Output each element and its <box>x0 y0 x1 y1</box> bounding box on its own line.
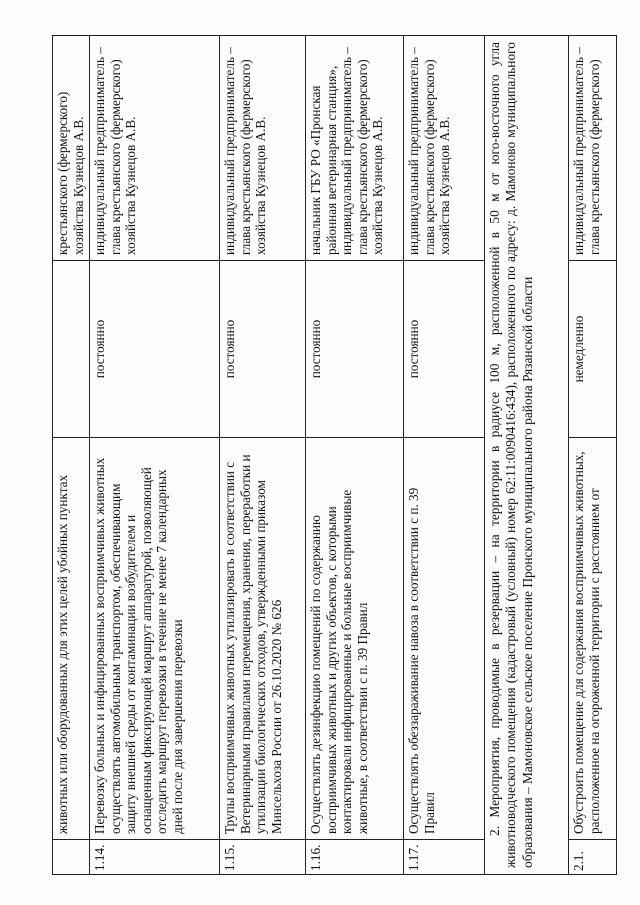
section-2-text: 2. Мероприятия, проводимые в резервации – на территории в радиусе 100 м, расположенной в 50 м от юго-восточного угла животноводческого помещения (кадастровый (условный) номер 62:11:0090416:434), расположенного по адресу: д. Мамоново муниципального образования – Мамоновское сельское поселение Пронского муниципального района Рязанской области <box>487 42 535 868</box>
row-number: 1.17. <box>406 844 421 871</box>
responsible-party: индивидуальный предприниматель – глава крестьянского (фермерского) хозяйства Кузнецов А.В. <box>404 34 484 261</box>
measure-term: постоянно <box>404 261 484 438</box>
responsible-party: индивидуальный предприниматель – глава крестьянского (фермерского) хозяйства Кузнецов А.В. <box>90 34 219 261</box>
row-number: 2.1. <box>571 851 586 871</box>
table-row <box>219 35 305 875</box>
table-row <box>403 35 484 875</box>
responsible-party: начальник ГБУ РО «Пронская районная ветеринарная станция», индивидуальный предприниматель – глава крестьянского (фермерского) хозяйства Кузнецов А.В. <box>306 34 403 261</box>
measure-term: немедленно <box>569 261 616 438</box>
section-heading-row <box>484 35 568 875</box>
section-2-heading <box>485 36 538 874</box>
table-row <box>305 35 403 875</box>
measure-term <box>53 261 89 438</box>
measure-term: постоянно <box>306 261 403 438</box>
row-number <box>53 840 89 874</box>
measure-description: Осуществлять дезинфекцию помещений по содержанию восприимчивых животных и других объектов, с которыми контактировали инфицированные и больные восприимчивые животные, в соответствии с п. 39 Правил <box>306 438 403 840</box>
responsible-party: индивидуальный предприниматель – глава крестьянского (фермерского) хозяйства Кузнецов А.В. <box>220 34 305 261</box>
measures-table <box>52 35 617 875</box>
measure-term: постоянно <box>90 261 219 438</box>
row-number: 1.15. <box>222 844 237 871</box>
responsible-party: индивидуальный предприниматель – глава крестьянского (фермерского) <box>569 34 616 261</box>
row-number: 1.14. <box>92 844 107 871</box>
row-number: 1.16. <box>308 844 323 871</box>
table-row <box>568 35 617 875</box>
table-row <box>52 35 89 875</box>
measure-description: животных или оборудованных для этих целей убойных пунктах <box>53 438 89 840</box>
measure-description: Обустроить помещение для содержания восприимчивых животных, расположенное на огороженной территории с расстоянием от <box>569 438 616 840</box>
measure-description: Перевозку больных и инфицированных восприимчивых животных осуществлять автомобильным транспортом, обеспечивающим защиту внешней среды от контаминации возбудителем и оснащенным фиксирующей маршрут аппаратурой, позволяющей отследить маршрут перевозки в течение не менее 7 календарных дней после дня завершения перевозки <box>90 438 219 840</box>
table-row <box>89 35 219 875</box>
measure-description: Осуществлять обеззараживание навоза в соответствии с п. 39 Правил <box>404 438 484 840</box>
measure-term: постоянно <box>220 261 305 438</box>
measure-description: Трупы восприимчивых животных утилизировать в соответствии с Ветеринарными правилами перемещения, хранения, переработки и утилизации биологических отходов, утвержденными приказом Минсельхоза России от 26.10.2020 № 626 <box>220 438 305 840</box>
responsible-party: крестьянского (фермерского) хозяйства Кузнецов А.В. <box>53 34 89 261</box>
